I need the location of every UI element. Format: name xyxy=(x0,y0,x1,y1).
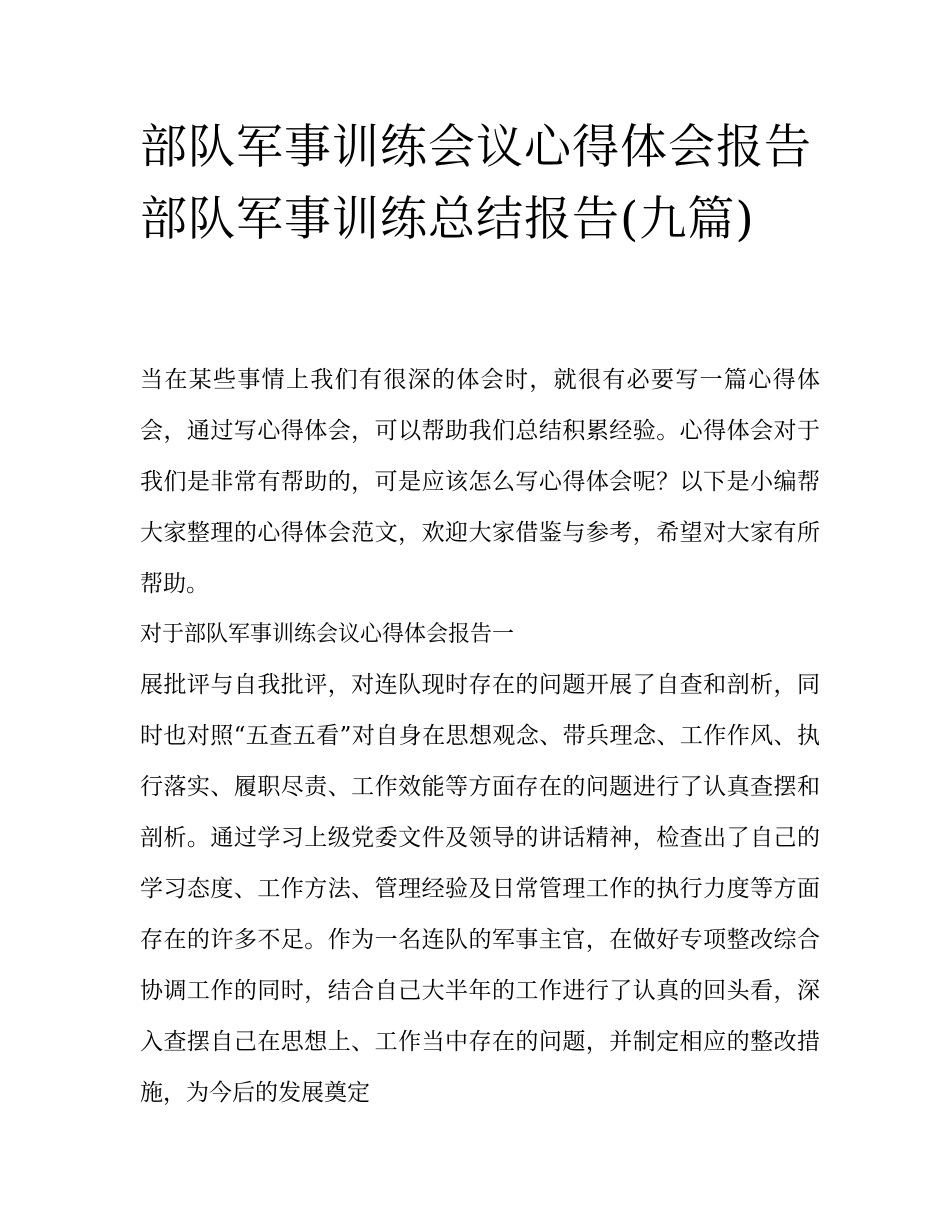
intro-paragraph: 当在某些事情上我们有很深的体会时，就很有必要写一篇心得体会，通过写心得体会，可以帮助我们总结积累经验。心得体会对于我们是非常有帮助的，可是应该怎么写心得体会呢？以下是小编帮大家整理的心得体会范文，欢迎大家借鉴与参考，希望对大家有所帮助。 xyxy=(140,367,820,597)
document-title: 部队军事训练会议心得体会报告 部队军事训练总结报告(九篇) xyxy=(140,120,812,247)
section-heading: 对于部队军事训练会议心得体会报告一 xyxy=(140,622,515,647)
body-paragraph: 展批评与自我批评，对连队现时存在的问题开展了自查和剖析，同时也对照“五查五看”对自身在思想观念、带兵理念、工作作风、执行落实、履职尽责、工作效能等方面存在的问题进行了认真查摆和剖析。通过学习上级党委文件及领导的讲话精神，检查出了自己的学习态度、工作方法、管理经验及日常管理工作的执行力度等方面存在的许多不足。作为一名连队的军事主官，在做好专项整改综合协调工作的同时，结合自己大半年的工作进行了认真的回头看，深入查摆自己在思想上、工作当中存在的问题，并制定相应的整改措施，为今后的发展奠定 xyxy=(140,672,820,1106)
